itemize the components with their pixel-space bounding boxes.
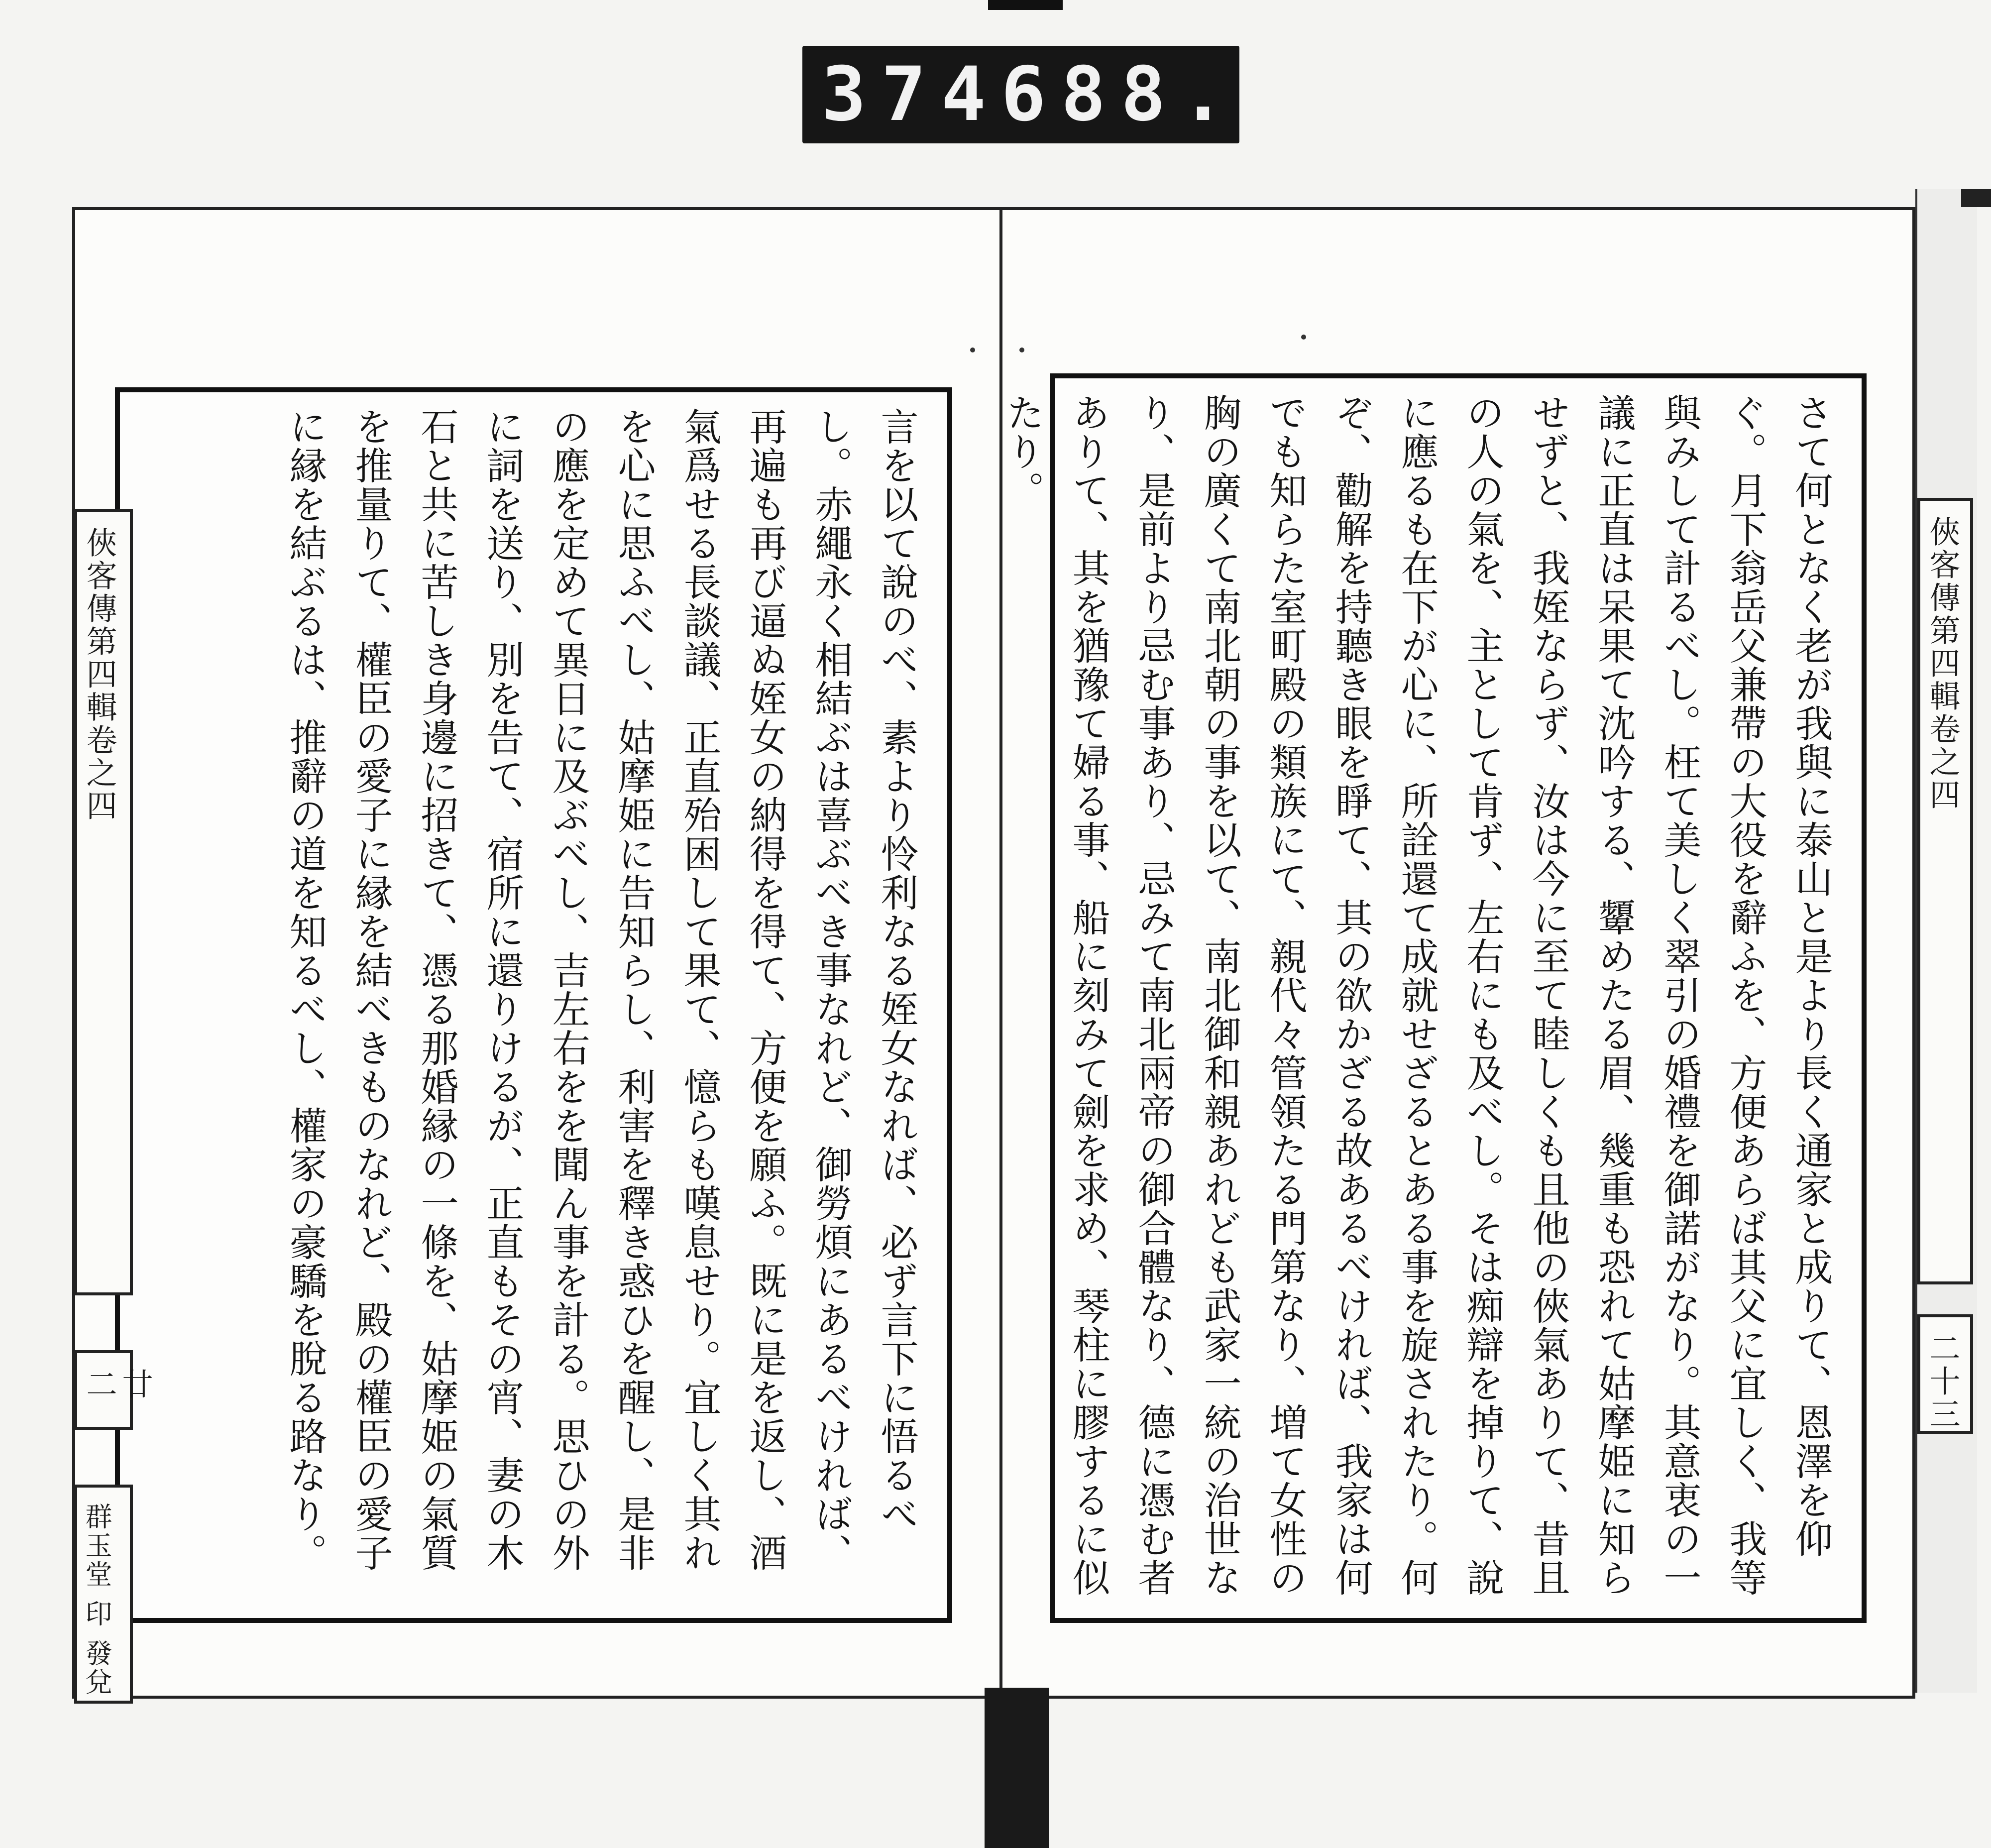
right-text-frame bbox=[1000, 373, 1867, 1623]
left-publisher-box bbox=[74, 1485, 133, 1704]
left-publisher: 群玉堂 印 發兌 bbox=[81, 1502, 112, 1697]
left-folio-box bbox=[74, 1350, 153, 1430]
binding-dot bbox=[970, 347, 975, 352]
film-edge-tab bbox=[1961, 189, 1991, 207]
right-body-text: さて何となく老が我與に泰山と是より長く通家と成りて、恩澤を仰ぐ。月下翁岳父兼帶の大役を辭ふを、方便あらば其父に宜しく、我等與みして計るべし。枉て美しく翠引の婚禮を御諾がなり。其意衷の一議に正直は呆果て沈吟する、顰めたる眉、幾重も恐れて姑摩姫に知らせずと、我姪ならず、汝は今に至て睦しくも且他の俠氣ありて、昔且の人の氣を、主として肯ず、左右にも及べし。そは痴辯を掉りて、說に應るも在下が心に、所詮還て成就せざるとある事を旋されたり。何ぞ、勸解を持聽き眼を睜て、其の欲かざる故あるべければ、我家は何でも知らた室町殿の類族にて、親代々管領たる門第なり、増て女性の胸の廣くて南北朝の事を以て、南北御和親あれども武家一統の治世なり、是前より忌む事あり、忌みて南北兩帝の御合體なり、德に憑む者ありて、其を猶豫て婦る事、船に刻みて劍を求め、琴柱に膠するに似たり。 bbox=[1000, 393, 1833, 1597]
right-margin-title-box bbox=[1917, 498, 1973, 1284]
binding-dot bbox=[1019, 347, 1024, 352]
left-body-text: 言を以て說のべ、素より怜利なる姪女なれば、必ず言下に悟るべし。赤繩永く相結ぶは喜ぶべき事なれど、御勞煩にあるべければ、再遍も再び逼ぬ姪女の納得を得て、方便を願ふ。既に是を返し、酒氣爲せる長談議、正直殆困して果て、憶らも嘆息せり。宜しく其れを心に思ふべし、姑摩姫に告知らし、利害を釋き惑ひを醒し、是非の應を定めて異日に及ぶべし、吉左右をを聞ん事を計る。思ひの外に詞を送り、別を告て、宿所に還りけるが、正直もその宵、妻の木石と共に苦しき身邊に招きて、憑る那婚縁の一條を、姑摩姫の氣質を推量りて、權臣の愛子に縁を結べきものなれど、殿の權臣の愛子に縁を結ぶるは、推辭の道を知るべし、權家の豪驕を脫る路なり。 bbox=[283, 407, 919, 1572]
binding-dot bbox=[1301, 335, 1306, 340]
left-text-frame bbox=[115, 387, 952, 1623]
right-folio: 二十三 bbox=[1924, 1332, 1961, 1431]
film-header-tab bbox=[988, 0, 1063, 10]
left-page bbox=[72, 207, 1008, 1699]
reel-left-number: 374 bbox=[821, 51, 1001, 138]
left-folio: 廿二 bbox=[81, 1368, 153, 1401]
reel-right-number: 688. bbox=[1000, 51, 1241, 138]
next-page-edge bbox=[1915, 189, 1977, 1693]
right-folio-box bbox=[1917, 1314, 1973, 1434]
right-margin-title: 俠客傳第四輯卷之四 bbox=[1924, 516, 1961, 811]
left-margin-title: 俠客傳第四輯卷之四 bbox=[81, 527, 117, 822]
reel-number-label bbox=[802, 46, 1239, 143]
left-margin-title-box bbox=[74, 509, 133, 1295]
right-page bbox=[999, 207, 1915, 1699]
spine-shadow bbox=[985, 1688, 1049, 1848]
